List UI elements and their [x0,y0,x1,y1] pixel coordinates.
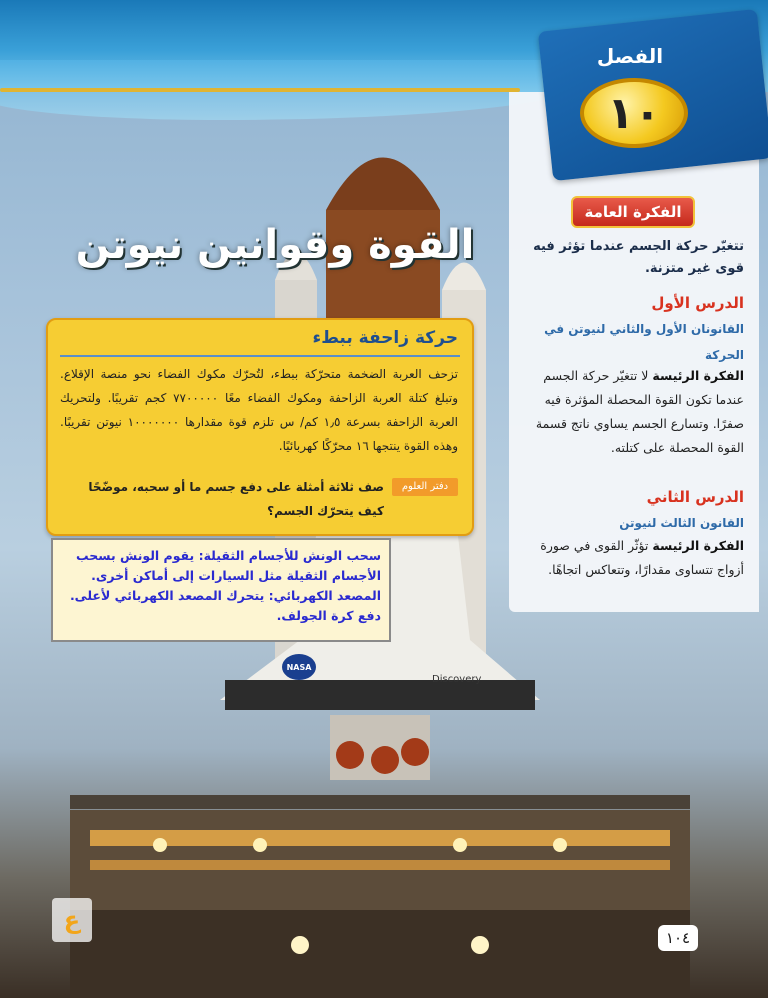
publisher-logo-icon: ع [52,898,92,942]
feature-title: حركة زاحفة ببطء [312,328,458,348]
lesson-1-heading: الدرس الأول [651,294,744,312]
lesson-2-subtitle: القانون الثالث لنيوتن [619,516,744,530]
lesson-1-text: لا تتغيّر حركة الجسم عندما تكون القوة المحصلة المؤثرة فيه صفرًا. وتسارع الجسم يساوي ناتج قسمة القوة المحصلة على كتلته. [535,368,744,455]
answer-line: الأجسام الثقيلة مثل السيارات إلى أماكن أخرى. [91,568,381,583]
chapter-title: القوة وقوانين نيوتن [75,222,475,268]
lesson-1-body [520,364,744,460]
lesson-2-body [520,534,744,582]
answer-line: دفع كرة الجولف. [276,608,381,623]
lesson-1-subtitle: القانونان الأول والثاني لنيوتن في الحركة [544,322,744,362]
big-idea-badge: الفكرة العامة [571,196,695,228]
chapter-number: ١٠ [580,78,688,148]
feature-divider [60,355,460,357]
page-number: ١٠٤ [658,925,698,951]
science-notebook-label: دفتر العلوم [392,478,458,496]
lesson-2-text: تؤثّر القوى في صورة أزواج تتساوى مقدارًا، وتتعاكس اتجاهًا. [540,538,744,577]
feature-body: تزحف العربة الضخمة متحرّكة ببطء، لتُحرّك مكوك الفضاء نحو منصة الإقلاع. وتبلغ كتلة العربة الزاحفة ومكوك الفضاء معًا ٧٧٠٠٠٠٠ كجم تقريبًا. ولتحريك العربة الزاحفة بسرعة ١٫٥ كم/ س تلزم قوة مقدارها ١٠٠٠٠٠٠٠ نيوتن تقريبًا. وهذه القوة ينتجها ١٦ محرّكًا كهربائيًا. [60,367,458,453]
feature-question: صف ثلاثة أمثلة على دفع جسم ما أو سحبه، موضّحًا كيف يتحرّك الجسم؟ [88,480,384,518]
feature-box [46,318,474,536]
nasa-logo: NASA [282,654,316,680]
chapter-label: الفصل [596,44,664,68]
lesson-2-heading: الدرس الثاني [646,488,744,506]
big-idea-text: تتغيّر حركة الجسم عندما تؤثر فيه قوى غير متزنة. [533,239,744,276]
answer-line: سحب الونش للأجسام الثقيلة: يقوم الونش بسحب [76,548,381,563]
lesson-1-key-label: الفكرة الرئيسة [652,368,744,383]
lesson-2-key-label: الفكرة الرئيسة [652,538,744,553]
orbiter-name: Discovery [432,674,482,685]
answer-box[interactable] [51,538,391,642]
answer-line: المصعد الكهربائي: يتحرك المصعد الكهربائي لأعلى. [69,588,381,603]
